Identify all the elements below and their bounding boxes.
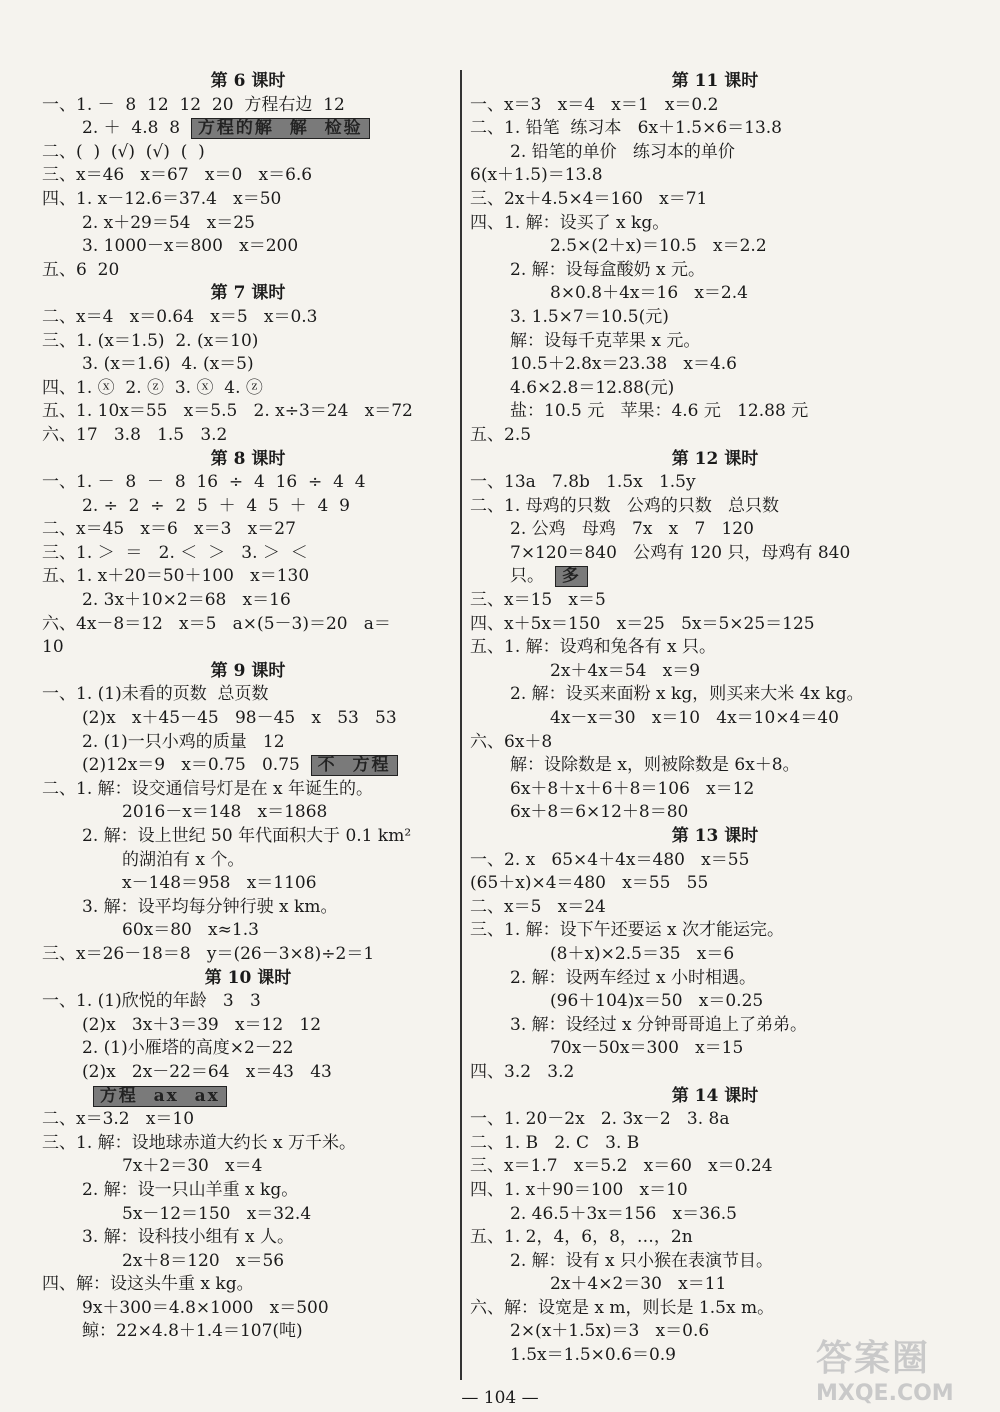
answer-text: 六、解：设宽是 x m，则长是 1.5x m。: [470, 1297, 775, 1318]
answer-text: 二、x＝45 x＝6 x＝3 x＝27: [42, 519, 296, 540]
answer-text: 的湖泊有 x 个。: [122, 849, 245, 870]
answer-line: [42, 188, 454, 212]
answer-text: 2. ＋ 4.8 8: [82, 118, 181, 139]
answer-line: [42, 565, 454, 589]
answer-text: 10.5＋2.8x＝23.38 x＝4.6: [510, 354, 737, 375]
answer-line: [470, 754, 960, 778]
answer-line: [470, 259, 960, 283]
answer-text: 六、17 3.8 1.5 3.2: [42, 424, 228, 445]
answer-text: 3. (x＝1.6) 4. (x＝5): [82, 354, 254, 375]
answer-text: 2. 解：设每盒酸奶 x 元。: [510, 259, 706, 280]
answer-text: 2. x＋29＝54 x＝25: [82, 212, 255, 233]
answer-text: 解：设每千克苹果 x 元。: [510, 330, 701, 351]
answer-text: 解：设除数是 x，则被除数是 6x＋8。: [510, 755, 800, 776]
answer-text: 第 6 课时: [210, 71, 286, 91]
answer-line: [470, 1203, 960, 1227]
answer-text: (96＋104)x＝50 x＝0.25: [550, 991, 764, 1012]
answer-line: [470, 282, 960, 306]
answer-line: [42, 1085, 454, 1109]
answer-text: 一、1. 20－2x 2. 3x－2 3. 8a: [470, 1109, 730, 1130]
answer-text: 3. 解：设科技小组有 x 人。: [82, 1227, 295, 1248]
answer-text: 第 14 课时: [671, 1085, 759, 1106]
answer-text: 3. 解：设平均每分钟行驶 x km。: [82, 896, 338, 917]
answer-line: [470, 1061, 960, 1085]
answer-line: [42, 495, 454, 519]
answer-line: [470, 117, 960, 141]
answer-line: [42, 896, 454, 920]
answer-text: 五、1. 2，4，6，8，…，2n: [470, 1227, 693, 1248]
answer-text: (2)x 3x＋3＝39 x＝12 12: [82, 1014, 322, 1035]
right-column: [470, 70, 960, 1368]
answer-text: 二、1. B 2. C 3. B: [470, 1132, 640, 1153]
section-heading: [470, 70, 960, 94]
answer-text: 2. 3x＋10×2＝68 x＝16: [82, 590, 291, 611]
answer-line: [470, 613, 960, 637]
answer-text: 6x＋8＝6×12＋8＝80: [510, 802, 689, 823]
answer-text: 3. 1.5×7＝10.5(元): [510, 306, 669, 327]
answer-text: 8×0.8＋4x＝16 x＝2.4: [550, 283, 748, 304]
answer-line: [470, 495, 960, 519]
answer-text: 二、x＝5 x＝24: [470, 896, 606, 917]
answer-text: 4x－x＝30 x＝10 4x＝10×4＝40: [550, 708, 839, 729]
answer-text: 三、x＝46 x＝67 x＝0 x＝6.6: [42, 165, 313, 186]
answer-line: [470, 1014, 960, 1038]
answer-text: 第 8 课时: [210, 448, 286, 469]
answer-line: [42, 1179, 454, 1203]
answer-text: 五、6 20: [42, 259, 120, 280]
answer-line: [470, 872, 960, 896]
answer-line: [42, 235, 454, 259]
answer-text: 2. 解：设有 x 只小猴在表演节目。: [510, 1250, 774, 1271]
answer-line: [42, 589, 454, 613]
answer-text: 二、1. 铅笔 练习本 6x＋1.5×6＝13.8: [470, 118, 782, 139]
section-heading: [42, 967, 454, 991]
answer-line: [470, 849, 960, 873]
answer-text: 6(x＋1.5)＝13.8: [470, 165, 603, 186]
answer-line: [470, 424, 960, 448]
boxed-answer: 不 方程: [311, 755, 398, 776]
answer-line: [42, 636, 454, 660]
watermark-url: MXQE.COM: [816, 1381, 954, 1406]
section-heading: [42, 282, 454, 306]
answer-line: [470, 518, 960, 542]
answer-line: [42, 400, 454, 424]
answer-text: 2. 解：设一只山羊重 x kg。: [82, 1179, 299, 1200]
answer-line: [470, 1155, 960, 1179]
answer-text: 一、x＝3 x＝4 x＝1 x＝0.2: [470, 94, 719, 115]
answer-text: 六、6x＋8: [470, 731, 553, 752]
answer-text: 2x＋4x＝54 x＝9: [550, 660, 701, 681]
answer-text: 2. 公鸡 母鸡 7x x 7 120: [510, 519, 754, 540]
answer-text: 四、1. ⓧ 2. ⓩ 3. ⓧ 4. ⓩ: [42, 377, 263, 398]
answer-text: (65＋x)×4＝480 x＝55 55: [470, 873, 709, 894]
watermark-logo: [816, 1330, 986, 1406]
answer-text: 盐：10.5 元 苹果：4.6 元 12.88 元: [510, 401, 809, 422]
answer-text: 第 10 课时: [204, 967, 292, 988]
answer-line: [470, 94, 960, 118]
answer-text: 3. 解：设经过 x 分钟哥哥追上了弟弟。: [510, 1014, 808, 1035]
answer-line: [42, 801, 454, 825]
answer-text: 五、2.5: [470, 424, 532, 445]
answer-text: 四、1. x－12.6＝37.4 x＝50: [42, 188, 282, 209]
answer-text: 第 13 课时: [671, 826, 759, 846]
answer-text: 五、1. 10x＝55 x＝5.5 2. x÷3＝24 x＝72: [42, 401, 413, 422]
answer-line: [42, 943, 454, 967]
answer-line: [42, 330, 454, 354]
answer-text: 2. 铅笔的单价 练习本的单价: [510, 141, 735, 162]
answer-line: [470, 801, 960, 825]
answer-line: [470, 919, 960, 943]
answer-text: x－148＝958 x＝1106: [122, 873, 317, 894]
answer-text: 一、2. x 65×4＋4x＝480 x＝55: [470, 849, 750, 870]
answer-line: [42, 471, 454, 495]
answer-text: 3. 1000－x＝800 x＝200: [82, 236, 299, 257]
answer-line: [470, 471, 960, 495]
watermark-text: 答案圈: [816, 1338, 931, 1379]
answer-line: [42, 377, 454, 401]
answer-line: [42, 1061, 454, 1085]
answer-line: [470, 636, 960, 660]
answer-text: 二、1. 解：设交通信号灯是在 x 年诞生的。: [42, 778, 374, 799]
answer-line: [470, 1037, 960, 1061]
answer-line: [42, 353, 454, 377]
answer-line: [42, 707, 454, 731]
answer-line: [42, 919, 454, 943]
answer-line: [470, 212, 960, 236]
answer-text: 第 12 课时: [671, 448, 759, 469]
answer-text: 第 11 课时: [671, 71, 759, 91]
answer-text: 四、解：设这头牛重 x kg。: [42, 1274, 254, 1295]
answer-text: 三、2x＋4.5×4＝160 x＝71: [470, 188, 708, 209]
answer-line: [470, 1226, 960, 1250]
answer-line: [470, 306, 960, 330]
answer-text: 2. (1)一只小鸡的质量 12: [82, 731, 285, 752]
answer-line: [42, 1203, 454, 1227]
left-column: [42, 70, 454, 1344]
answer-text: 三、x＝15 x＝5: [470, 590, 606, 611]
answer-text: 三、1. 解：设地球赤道大约长 x 万千米。: [42, 1132, 357, 1153]
answer-text: (2)x 2x－22＝64 x＝43 43: [82, 1061, 332, 1082]
answer-line: [470, 778, 960, 802]
answer-line: [470, 1108, 960, 1132]
answer-text: 鲸：22×4.8＋1.4＝107(吨): [82, 1321, 303, 1342]
answer-text: 二、1. 母鸡的只数 公鸡的只数 总只数: [470, 495, 780, 516]
answer-text: 7×120＝840 公鸡有 120 只，母鸡有 840: [510, 542, 851, 563]
answer-line: [42, 542, 454, 566]
section-heading: [42, 660, 454, 684]
answer-text: 三、1. 解：设下午还要运 x 次才能运完。: [470, 920, 785, 941]
answer-line: [470, 731, 960, 755]
section-heading: [470, 448, 960, 472]
answer-text: 三、1. ＞ ＝ 2. ＜ ＞ 3. ＞ ＜: [42, 542, 308, 563]
answer-text: (2)x x＋45－45 98－45 x 53 53: [82, 708, 397, 729]
answer-text: 四、1. 解：设买了 x kg。: [470, 212, 670, 233]
answer-line: [42, 1155, 454, 1179]
answer-text: 六、4x－8＝12 x＝5 a×(5－3)＝20 a＝: [42, 613, 391, 634]
answer-line: [42, 424, 454, 448]
answer-line: [470, 330, 960, 354]
answer-line: [470, 943, 960, 967]
answer-line: [42, 1250, 454, 1274]
answer-line: [470, 1273, 960, 1297]
section-heading: [42, 448, 454, 472]
answer-text: 一、1. (1)未看的页数 总页数: [42, 684, 269, 705]
answer-text: 四、x＋5x＝150 x＝25 5x＝5×25＝125: [470, 613, 815, 634]
answer-line: [42, 872, 454, 896]
answer-line: [42, 613, 454, 637]
answer-text: 二、x＝3.2 x＝10: [42, 1109, 195, 1130]
page-number: — 104 —: [461, 1388, 539, 1408]
answer-line: [42, 778, 454, 802]
answer-text: 2x＋8＝120 x＝56: [122, 1250, 285, 1271]
answer-text: 2. 解：设两车经过 x 小时相遇。: [510, 967, 757, 988]
answer-text: 一、1. － 8 12 12 20 方程右边 12: [42, 94, 345, 115]
answer-line: [470, 683, 960, 707]
answer-text: 二、x＝4 x＝0.64 x＝5 x＝0.3: [42, 306, 318, 327]
answer-text: 2. 解：设上世纪 50 年代面积大于 0.1 km²: [82, 826, 412, 846]
answer-line: [42, 825, 454, 849]
answer-line: [42, 1320, 454, 1344]
answer-line: [42, 1226, 454, 1250]
answer-line: [42, 164, 454, 188]
answer-line: [470, 377, 960, 401]
answer-text: 只。: [510, 566, 544, 587]
answer-text: 4.6×2.8＝12.88(元): [510, 377, 675, 398]
section-heading: [470, 1085, 960, 1109]
answer-line: [470, 589, 960, 613]
answer-line: [470, 542, 960, 566]
answer-text: 2. (1)小雁塔的高度×2－22: [82, 1038, 294, 1059]
section-heading: [470, 825, 960, 849]
answer-text: 2016－x＝148 x＝1868: [122, 802, 328, 823]
answer-text: (8＋x)×2.5＝35 x＝6: [550, 943, 735, 964]
answer-line: [42, 259, 454, 283]
answer-text: 7x＋2＝30 x＝4: [122, 1156, 263, 1177]
answer-text: 70x－50x＝300 x＝15: [550, 1038, 744, 1059]
column-divider: [460, 70, 462, 1380]
answer-text: 2×(x＋1.5x)＝3 x＝0.6: [510, 1321, 710, 1342]
answer-line: [42, 990, 454, 1014]
answer-text: 三、1. (x＝1.5) 2. (x＝10): [42, 330, 259, 351]
answer-line: [470, 565, 960, 589]
answer-text: 第 9 课时: [210, 660, 286, 681]
answer-line: [470, 1132, 960, 1156]
answer-line: [42, 1297, 454, 1321]
answer-line: [42, 1014, 454, 1038]
answer-text: 2. 解：设买来面粉 x kg，则买来大米 4x kg。: [510, 684, 864, 705]
answer-line: [470, 990, 960, 1014]
answer-text: 2. ÷ 2 ÷ 2 5 ＋ 4 5 ＋ 4 9: [82, 495, 350, 516]
answer-text: 二、( ) (√) (√) ( ): [42, 141, 205, 162]
answer-line: [470, 1297, 960, 1321]
answer-line: [42, 754, 454, 778]
answer-line: [470, 235, 960, 259]
answer-line: [470, 896, 960, 920]
answer-line: [470, 400, 960, 424]
answer-line: [42, 518, 454, 542]
answer-line: [470, 660, 960, 684]
answer-text: 三、x＝26－18＝8 y＝(26－3×8)÷2＝1: [42, 943, 375, 964]
answer-text: 一、1. － 8 － 8 16 ÷ 4 16 ÷ 4 4: [42, 472, 366, 493]
section-heading: [42, 70, 454, 94]
answer-text: 三、x＝1.7 x＝5.2 x＝60 x＝0.24: [470, 1156, 773, 1177]
answer-text: 1.5x＝1.5×0.6＝0.9: [510, 1345, 676, 1366]
answer-text: 2.5×(2＋x)＝10.5 x＝2.2: [550, 236, 767, 257]
answer-text: 9x＋300＝4.8×1000 x＝500: [82, 1297, 329, 1318]
answer-text: 五、1. 解：设鸡和兔各有 x 只。: [470, 637, 717, 658]
boxed-answer: 方程 ax ax: [93, 1086, 227, 1107]
answer-line: [42, 141, 454, 165]
boxed-answer: 多: [555, 566, 588, 587]
answer-line: [42, 212, 454, 236]
answer-line: [470, 164, 960, 188]
answer-text: 2. 46.5＋3x＝156 x＝36.5: [510, 1203, 737, 1224]
answer-text: 一、1. (1)欣悦的年龄 3 3: [42, 991, 261, 1012]
answer-line: [42, 306, 454, 330]
answer-line: [42, 731, 454, 755]
answer-line: [42, 683, 454, 707]
answer-line: [470, 353, 960, 377]
answer-text: 6x＋8＋x＋6＋8＝106 x＝12: [510, 778, 755, 799]
answer-line: [42, 849, 454, 873]
answer-line: [42, 1132, 454, 1156]
answer-text: 60x＝80 x≈1.3: [122, 920, 259, 941]
answer-line: [470, 141, 960, 165]
answer-line: [470, 188, 960, 212]
answer-line: [42, 1108, 454, 1132]
answer-line: [470, 1250, 960, 1274]
answer-text: 2x＋4×2＝30 x＝11: [550, 1274, 727, 1295]
answer-text: 第 7 课时: [210, 283, 286, 304]
answer-text: 5x－12＝150 x＝32.4: [122, 1203, 312, 1224]
answer-line: [470, 1179, 960, 1203]
answer-text: 一、13a 7.8b 1.5x 1.5y: [470, 472, 696, 493]
answer-line: [42, 117, 454, 141]
answer-text: 10: [42, 637, 64, 658]
boxed-answer: 方程的解 解 检验: [191, 118, 370, 139]
answer-line: [42, 1037, 454, 1061]
answer-text: 五、1. x＋20＝50＋100 x＝130: [42, 566, 310, 587]
answer-text: 四、1. x＋90＝100 x＝10: [470, 1179, 688, 1200]
answer-line: [470, 967, 960, 991]
answer-text: 四、3.2 3.2: [470, 1061, 575, 1082]
answer-text: (2)12x＝9 x＝0.75 0.75: [82, 755, 300, 776]
answer-line: [470, 707, 960, 731]
answer-line: [42, 94, 454, 118]
answer-line: [42, 1273, 454, 1297]
